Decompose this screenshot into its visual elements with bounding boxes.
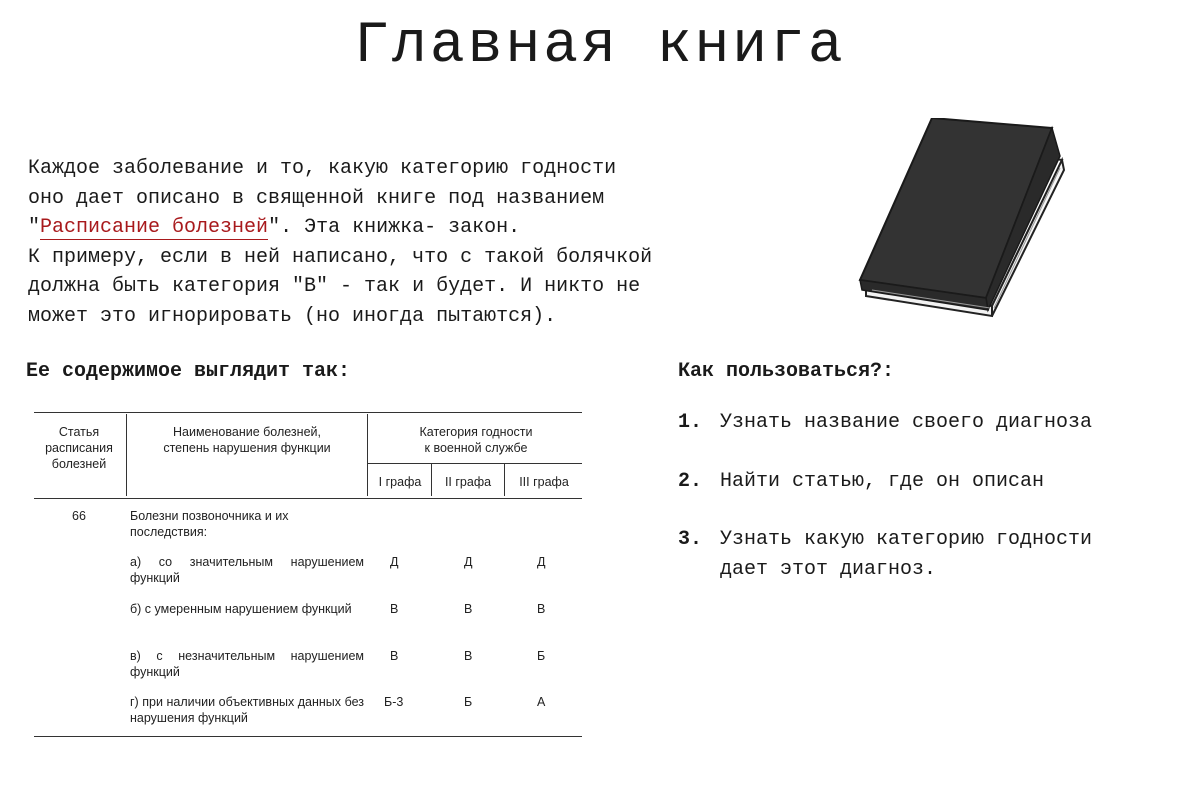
table-section-heading: Ее содержимое выглядит так: bbox=[26, 360, 351, 383]
step-item bbox=[678, 525, 1178, 584]
step-item bbox=[678, 408, 1178, 438]
intro-line: Каждое заболевание и то, какую категорию годности bbox=[28, 157, 617, 180]
quote-open: " bbox=[28, 216, 41, 239]
row-description: в) с незначительным нарушением функций bbox=[130, 649, 364, 679]
row-category-2: Б bbox=[464, 695, 473, 709]
row-category-1: В bbox=[390, 649, 399, 663]
schedule-of-diseases-link[interactable]: Расписание болезней bbox=[40, 216, 269, 239]
row-category-1: В bbox=[390, 602, 399, 616]
table-divider bbox=[504, 464, 505, 496]
intro-line: оно дает описано в священной книге под названием bbox=[28, 186, 605, 210]
step-text: Найти статью, где он описан bbox=[720, 469, 1045, 493]
row-description: г) при наличии объективных данных без нарушения функций bbox=[130, 695, 364, 725]
book-icon bbox=[852, 118, 1072, 328]
intro-line: должна быть категория "В" - так и будет. И никто не bbox=[28, 275, 641, 298]
table-rule bbox=[34, 412, 582, 413]
row-description: б) с умеренным нарушением функций bbox=[130, 602, 352, 616]
intro-line: может это игнорировать (но иногда пытаются). bbox=[28, 304, 557, 328]
step-text: Узнать какую категорию годности дает этот диагноз. bbox=[720, 528, 1093, 581]
intro-line: К примеру, если в ней написано, что с такой болячкой bbox=[28, 245, 653, 269]
table-rule bbox=[34, 736, 582, 737]
table-divider bbox=[431, 464, 432, 496]
step-text: Узнать название своего диагноза bbox=[720, 411, 1093, 434]
table-divider bbox=[126, 414, 127, 496]
intro-paragraph bbox=[28, 154, 828, 331]
howto-steps bbox=[678, 408, 1178, 613]
table-rule bbox=[367, 463, 582, 464]
schedule-table-image bbox=[34, 412, 584, 740]
header-article: Статья расписания болезней bbox=[45, 425, 113, 471]
row-category-1: Д bbox=[390, 555, 399, 569]
header-column-2: II графа bbox=[444, 475, 492, 489]
article-number: 66 bbox=[72, 509, 86, 523]
step-number: 3. bbox=[678, 528, 703, 551]
table-divider bbox=[367, 414, 368, 496]
intro-line-tail: ". Эта книжка- закон. bbox=[268, 216, 521, 239]
row-category-3: А bbox=[537, 695, 546, 709]
table-rule bbox=[34, 498, 582, 499]
row-category-1: Б-3 bbox=[384, 695, 404, 709]
header-column-3: III графа bbox=[519, 475, 569, 489]
step-item bbox=[678, 467, 1178, 497]
header-category: Категория годности к военной службе bbox=[419, 425, 533, 455]
row-description: а) со значительным нарушением функций bbox=[130, 555, 364, 585]
header-disease-name: Наименование болезней, степень нарушения функции bbox=[163, 425, 331, 455]
howto-heading: Как пользоваться?: bbox=[678, 360, 895, 383]
row-category-3: В bbox=[537, 602, 546, 616]
intro-line bbox=[28, 213, 828, 243]
row-category-3: Б bbox=[537, 649, 546, 663]
row-category-2: В bbox=[464, 649, 473, 663]
row-category-2: В bbox=[464, 602, 473, 616]
step-number: 2. bbox=[678, 469, 703, 493]
row-category-3: Д bbox=[537, 555, 546, 569]
row-category-2: Д bbox=[464, 555, 473, 569]
group-title: Болезни позвоночника и их последствия: bbox=[130, 509, 289, 539]
header-column-1: I графа bbox=[378, 475, 422, 489]
page-title: Главная книга bbox=[354, 14, 846, 79]
step-number: 1. bbox=[678, 411, 703, 434]
